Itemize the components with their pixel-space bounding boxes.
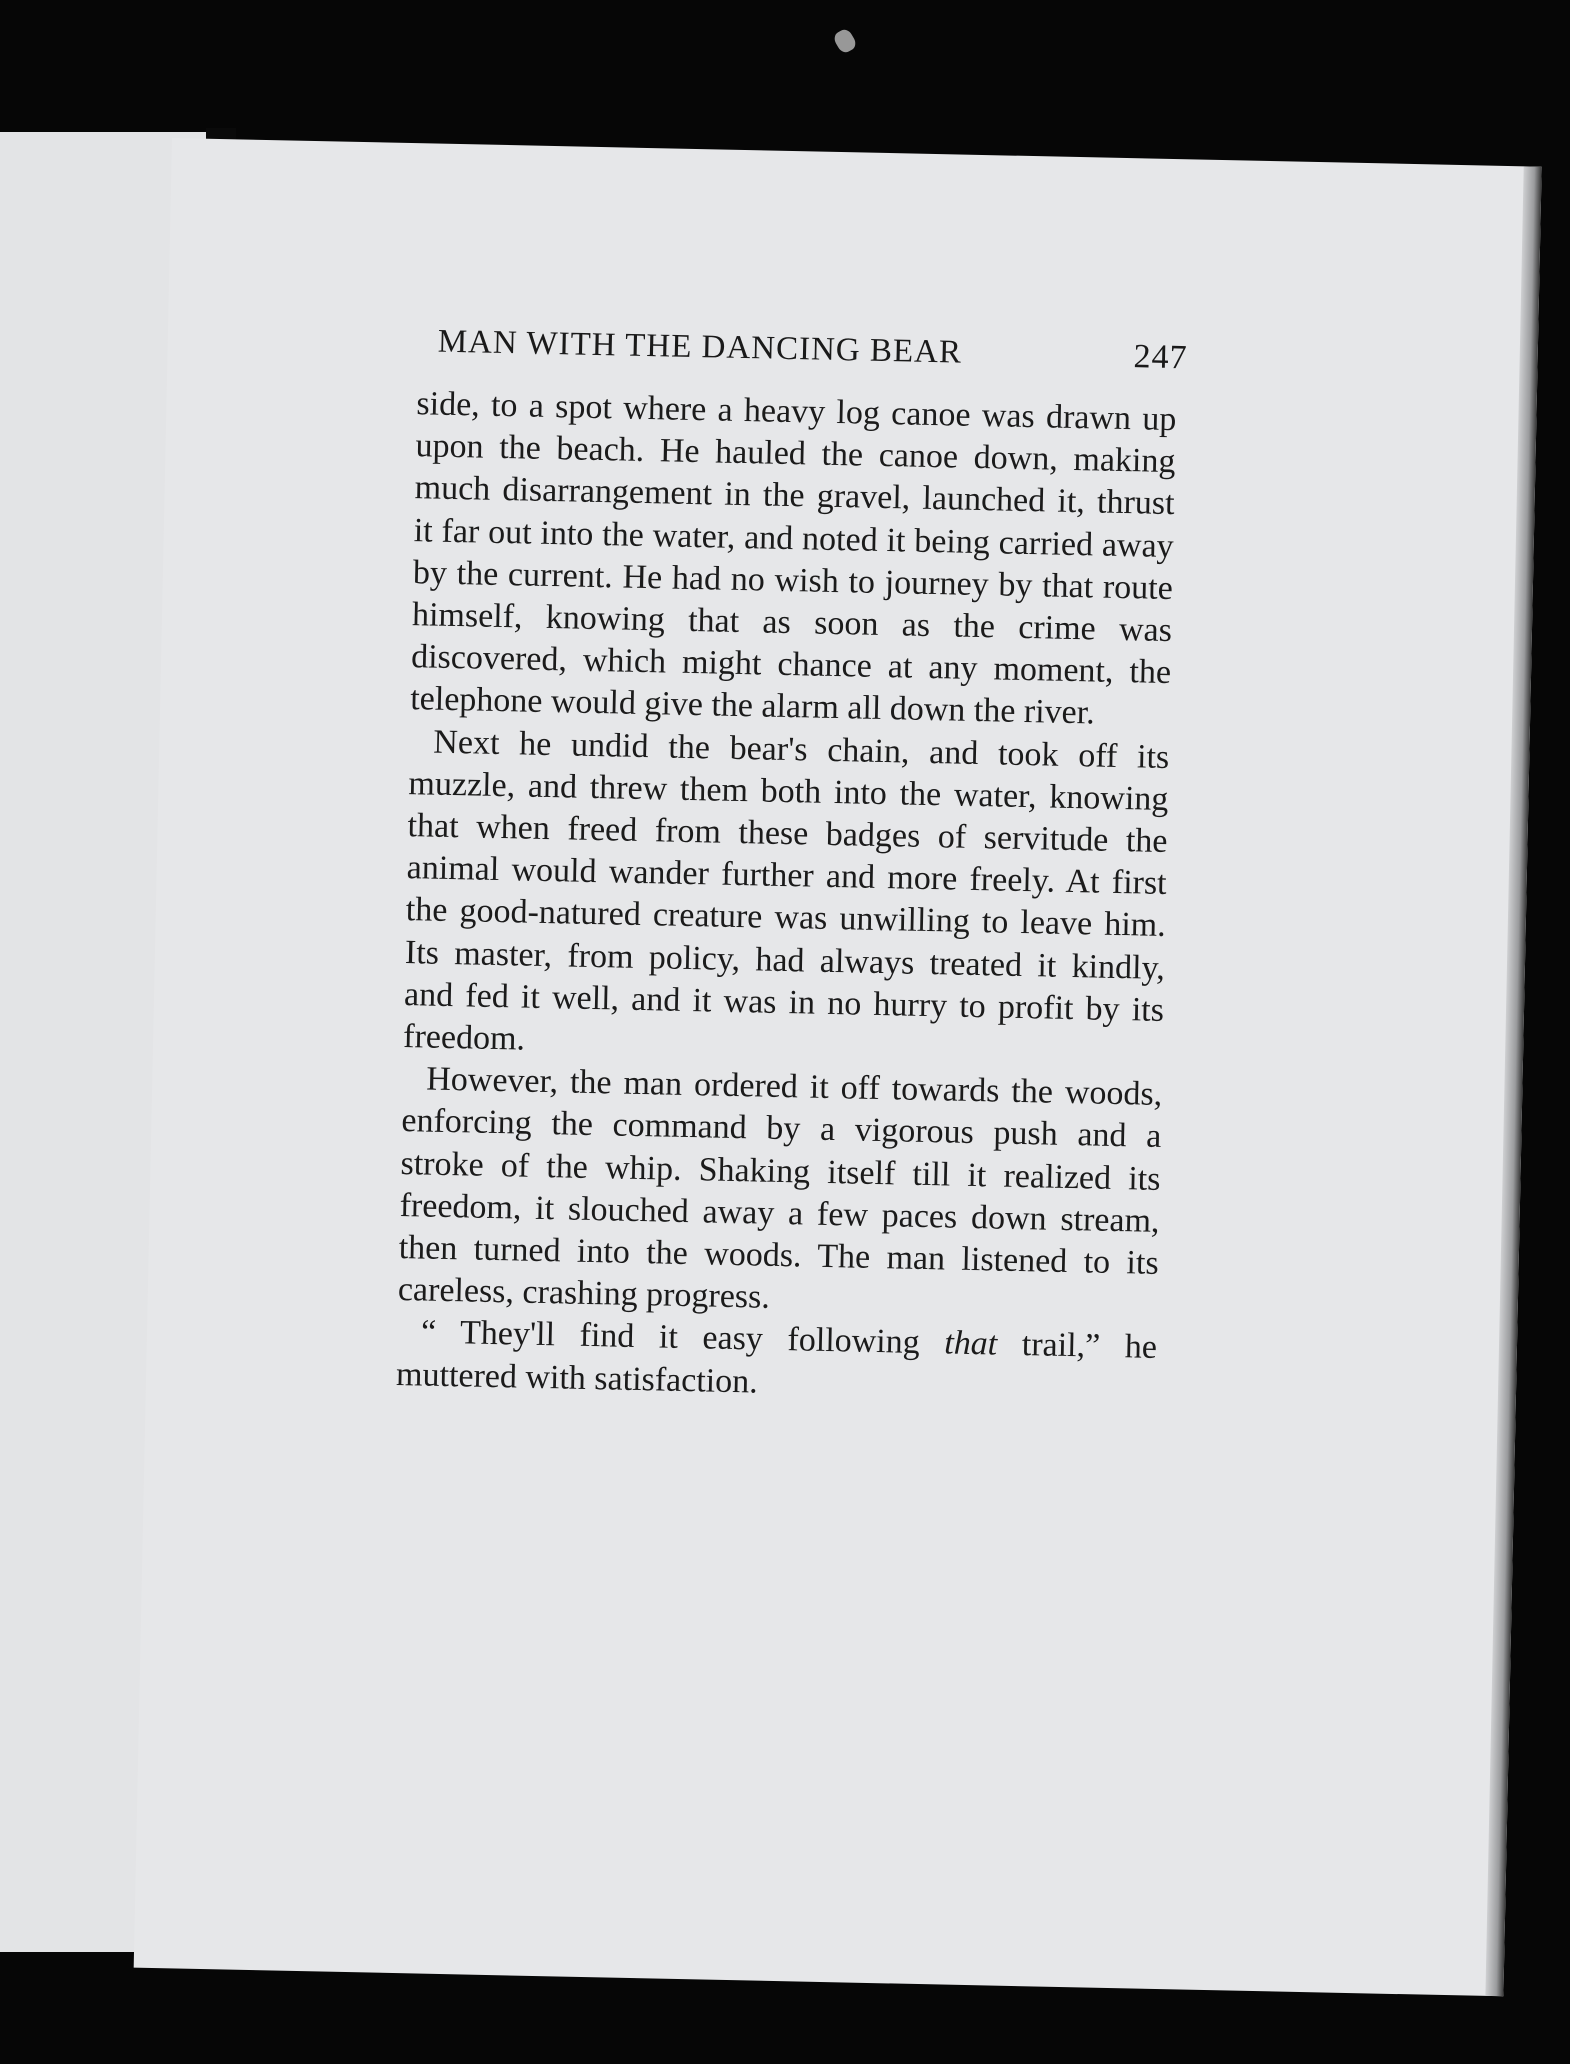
paragraph-4-italic: that <box>943 1324 998 1364</box>
body-text <box>396 383 1177 1412</box>
paragraph-4 <box>396 1311 1158 1411</box>
paragraph-3: However, the man ordered it off towards the woods, enforcing the command by a vigorous push and a stroke of the whip. Shaking itself till it realized its freedom, it slouched away a few paces down stream, then turned into the woods. The man listened to its careless, crashing progress. <box>397 1060 1163 1317</box>
paragraph-4-start: “ They'll find it easy following <box>420 1313 945 1362</box>
paragraph-1: side, to a spot where a heavy log canoe was drawn up upon the beach. He hauled the canoe down, making much disarrangement in the gravel, launched it, thrust it far out into the water, and noted it being carried away by the current. He had no wish to journey by that route himself, knowing that as soon as the crime was discovered, which might chance at any moment, the telephone would give the alarm all down the river. <box>409 385 1177 732</box>
running-head <box>437 324 1188 378</box>
page-number: 247 <box>1133 338 1189 377</box>
dust-speck <box>832 27 859 55</box>
page-edge-shadow <box>1485 166 1541 1996</box>
paragraph-4-end: trail,” he muttered with satisfaction. <box>395 1326 1158 1401</box>
book-page <box>134 138 1542 1996</box>
running-head-title: MAN WITH THE DANCING BEAR <box>437 323 963 371</box>
paragraph-2: Next he undid the bear's chain, and took off its muzzle, and threw them both into the water, knowing that when freed from these badges of servitude the animal would wander further and more freely. At first the good-natured creature was unwilling to leave him. Its master, from policy, had always treated it kindly, and fed it well, and it was in no hurry to profit by its freedom. <box>402 723 1170 1058</box>
